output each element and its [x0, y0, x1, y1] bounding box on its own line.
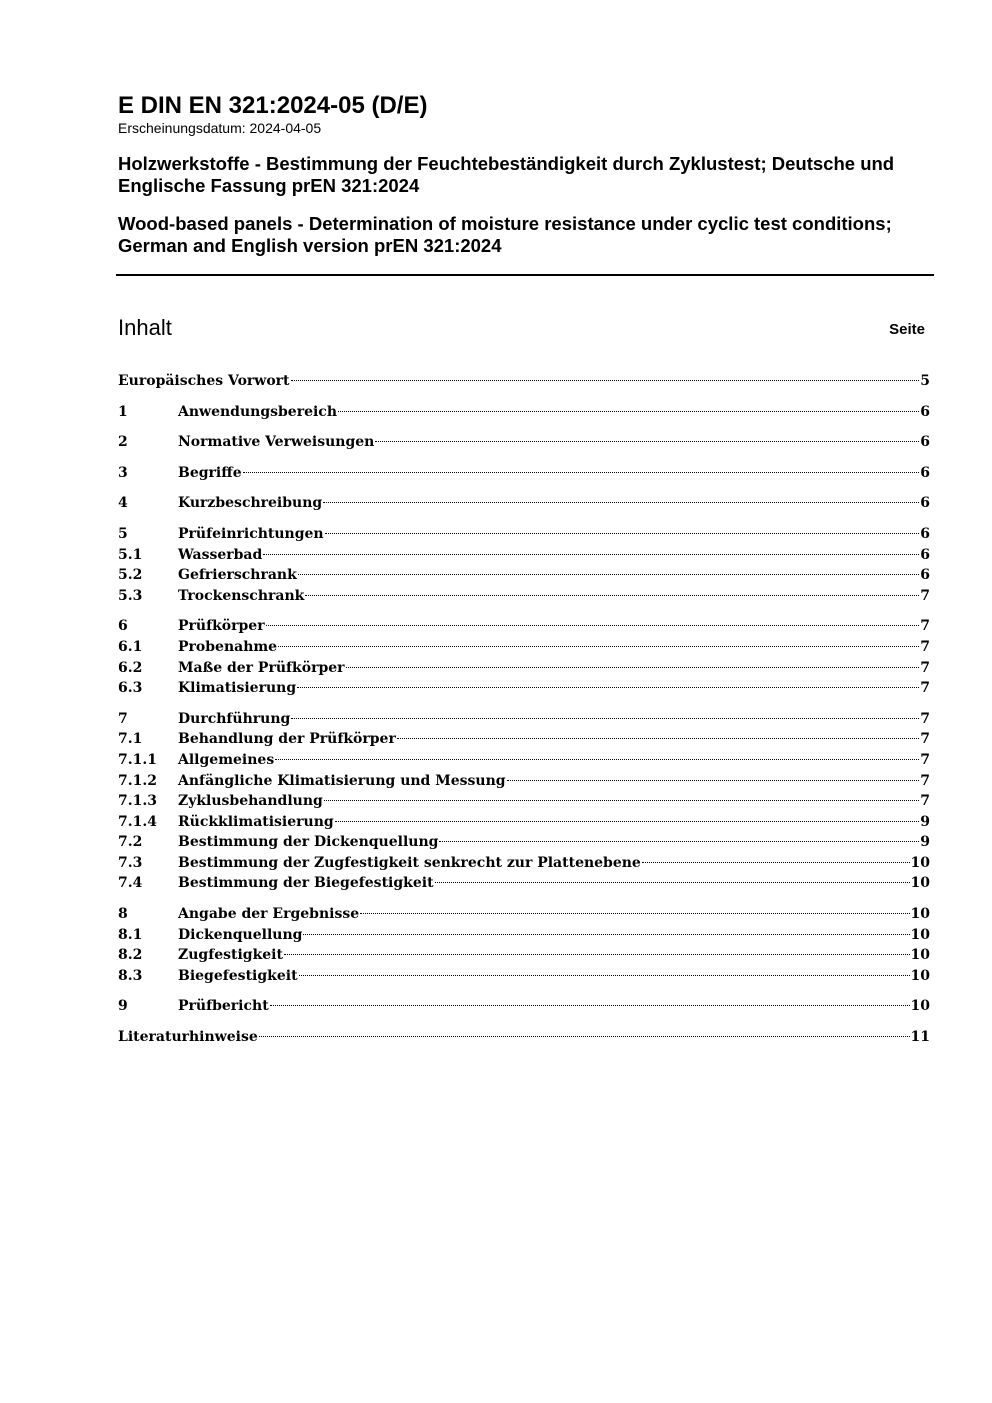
toc-entry-title: Wasserbad — [178, 546, 263, 563]
toc-entry-title: Prüfbericht — [178, 998, 269, 1015]
toc-dot-leader — [305, 595, 919, 596]
toc-dot-leader — [335, 821, 920, 822]
toc-entry[interactable] — [118, 1027, 930, 1048]
publication-date: Erscheinungsdatum: 2024-04-05 — [118, 120, 322, 136]
toc-dot-leader — [642, 862, 910, 863]
toc-entry-page: 7 — [920, 710, 930, 727]
toc-group — [118, 524, 930, 606]
toc-dot-leader — [338, 411, 919, 412]
toc-entry-page: 7 — [920, 618, 930, 635]
toc-entry-page: 7 — [920, 731, 930, 748]
contents-heading: Inhalt — [118, 315, 172, 340]
document-header — [118, 92, 934, 257]
toc-entry[interactable] — [118, 658, 930, 679]
toc-entry-page: 7 — [920, 659, 930, 676]
toc-entry[interactable] — [118, 565, 930, 586]
toc-entry-title: Normative Verweisungen — [178, 434, 375, 451]
toc-entry-page: 7 — [920, 772, 930, 789]
toc-entry-page: 10 — [910, 854, 930, 871]
table-of-contents — [118, 371, 930, 1058]
toc-entry[interactable] — [118, 771, 930, 792]
toc-entry[interactable] — [118, 616, 930, 637]
toc-entry-page: 9 — [920, 813, 930, 830]
toc-dot-leader — [259, 1036, 910, 1037]
toc-entry-number: 5.2 — [118, 567, 143, 584]
toc-entry-page: 7 — [920, 587, 930, 604]
toc-entry-number: 6.2 — [118, 659, 143, 676]
toc-entry-number: 8.1 — [118, 926, 143, 943]
title-german: Holzwerkstoffe - Bestimmung der Feuchtebeständigkeit durch Zyklustest; Deutsche und Englische Fassung prEN 321:2024 — [118, 153, 895, 196]
toc-entry[interactable] — [118, 545, 930, 566]
toc-dot-leader — [297, 687, 919, 688]
toc-entry-title: Rückklimatisierung — [178, 813, 334, 830]
toc-entry[interactable] — [118, 729, 930, 750]
toc-dot-leader — [270, 1005, 910, 1006]
toc-entry[interactable] — [118, 873, 930, 894]
toc-dot-leader — [439, 841, 919, 842]
toc-entry-number: 2 — [118, 434, 128, 451]
toc-entry-title: Europäisches Vorwort — [118, 373, 290, 389]
toc-entry[interactable] — [118, 678, 930, 699]
toc-entry-number: 5 — [118, 525, 128, 542]
toc-dot-leader — [303, 934, 909, 935]
toc-dot-leader — [325, 533, 920, 534]
toc-entry-page: 10 — [910, 967, 930, 984]
toc-entry-title: Prüfeinrichtungen — [178, 525, 324, 542]
toc-group — [118, 709, 930, 894]
toc-entry[interactable] — [118, 812, 930, 833]
toc-entry-number: 8.2 — [118, 947, 143, 964]
toc-entry-title: Bestimmung der Dickenquellung — [178, 834, 439, 851]
toc-entry[interactable] — [118, 853, 930, 874]
toc-entry-title: Bestimmung der Biegefestigkeit — [178, 875, 434, 892]
toc-entry[interactable] — [118, 791, 930, 812]
toc-entry-title: Anwendungsbereich — [178, 403, 337, 420]
toc-entry[interactable] — [118, 586, 930, 607]
toc-entry-title: Probenahme — [178, 638, 278, 655]
toc-entry-number: 5.1 — [118, 546, 143, 563]
toc-entry-number: 7.1.2 — [118, 772, 157, 789]
toc-entry[interactable] — [118, 996, 930, 1017]
toc-entry-page: 7 — [920, 638, 930, 655]
toc-entry-title: Behandlung der Prüfkörper — [178, 731, 396, 748]
toc-entry[interactable] — [118, 524, 930, 545]
toc-entry-page: 5 — [920, 373, 930, 389]
toc-dot-leader — [324, 800, 919, 801]
toc-entry-title: Angabe der Ergebnisse — [178, 906, 360, 923]
toc-entry[interactable] — [118, 709, 930, 730]
toc-entry-page: 7 — [920, 793, 930, 810]
toc-entry-title: Prüfkörper — [178, 618, 265, 635]
toc-dot-leader — [397, 738, 919, 739]
toc-group — [118, 493, 930, 514]
toc-entry-number: 5.3 — [118, 587, 143, 604]
toc-entry-number: 1 — [118, 403, 128, 420]
toc-group — [118, 432, 930, 453]
toc-entry[interactable] — [118, 832, 930, 853]
toc-entry[interactable] — [118, 966, 930, 987]
toc-entry-number: 7.3 — [118, 854, 143, 871]
toc-entry-page: 7 — [920, 680, 930, 697]
toc-dot-leader — [299, 975, 910, 976]
toc-entry-number: 6.1 — [118, 638, 143, 655]
toc-entry[interactable] — [118, 371, 930, 392]
toc-entry-number: 3 — [118, 464, 128, 481]
toc-entry-number: 6 — [118, 618, 128, 635]
document-id: E DIN EN 321:2024-05 (D/E) — [118, 92, 428, 119]
toc-entry-page: 10 — [910, 875, 930, 892]
toc-entry-number: 8 — [118, 906, 128, 923]
toc-entry-page: 6 — [920, 434, 930, 451]
toc-entry-page: 6 — [920, 403, 930, 420]
toc-group — [118, 616, 930, 698]
toc-entry-title: Biegefestigkeit — [178, 967, 298, 984]
toc-entry[interactable] — [118, 432, 930, 453]
toc-entry-title: Bestimmung der Zugfestigkeit senkrecht zur Plattenebene — [178, 854, 641, 871]
toc-dot-leader — [266, 625, 920, 626]
toc-entry-title: Klimatisierung — [178, 680, 297, 697]
title-english: Wood-based panels - Determination of moisture resistance under cyclic test conditions; German and English version prEN 321:2024 — [118, 213, 892, 256]
toc-dot-leader — [291, 718, 919, 719]
toc-entry-number: 7.1.3 — [118, 793, 157, 810]
toc-dot-leader — [284, 954, 910, 955]
toc-dot-leader — [435, 882, 910, 883]
toc-entry-title: Trockenschrank — [178, 587, 305, 604]
toc-entry-page: 10 — [910, 926, 930, 943]
toc-entry-number: 7.2 — [118, 834, 143, 851]
toc-entry-page: 7 — [920, 751, 930, 768]
toc-entry-title: Allgemeines — [178, 751, 275, 768]
toc-dot-leader — [323, 502, 919, 503]
toc-entry[interactable] — [118, 637, 930, 658]
page-column-label: Seite — [889, 321, 925, 338]
toc-entry[interactable] — [118, 945, 930, 966]
toc-entry[interactable] — [118, 750, 930, 771]
toc-dot-leader — [243, 472, 920, 473]
toc-entry-number: 8.3 — [118, 967, 143, 984]
header-divider — [116, 274, 934, 276]
toc-entry-title: Gefrierschrank — [178, 567, 297, 584]
toc-entry-page: 6 — [920, 546, 930, 563]
toc-group — [118, 904, 930, 986]
toc-entry-page: 6 — [920, 525, 930, 542]
toc-dot-leader — [507, 780, 920, 781]
toc-entry[interactable] — [118, 904, 930, 925]
toc-group — [118, 996, 930, 1017]
toc-entry-title: Kurzbeschreibung — [178, 495, 323, 512]
toc-entry-page: 11 — [910, 1029, 930, 1046]
toc-entry-title: Zugfestigkeit — [178, 947, 283, 964]
toc-entry[interactable] — [118, 402, 930, 423]
toc-dot-leader — [291, 380, 920, 381]
toc-dot-leader — [278, 646, 919, 647]
toc-entry-page: 10 — [910, 906, 930, 923]
toc-entry-title: Durchführung — [178, 710, 291, 727]
toc-entry-number: 4 — [118, 495, 128, 512]
toc-dot-leader — [375, 441, 919, 442]
toc-entry-number: 6.3 — [118, 680, 143, 697]
toc-entry[interactable] — [118, 925, 930, 946]
toc-group — [118, 371, 930, 392]
toc-group — [118, 463, 930, 484]
toc-dot-leader — [346, 667, 920, 668]
toc-entry-page: 10 — [910, 947, 930, 964]
toc-entry-title: Anfängliche Klimatisierung und Messung — [178, 772, 506, 789]
toc-dot-leader — [360, 913, 909, 914]
toc-entry[interactable] — [118, 493, 930, 514]
toc-entry-page: 6 — [920, 464, 930, 481]
toc-entry-title: Literaturhinweise — [118, 1029, 258, 1046]
toc-entry-title: Maße der Prüfkörper — [178, 659, 345, 676]
toc-entry-number: 7.4 — [118, 875, 143, 892]
toc-entry-page: 10 — [910, 998, 930, 1015]
toc-entry-title: Begriffe — [178, 464, 242, 481]
toc-entry-page: 6 — [920, 495, 930, 512]
toc-entry-number: 9 — [118, 998, 128, 1015]
toc-group — [118, 402, 930, 423]
toc-dot-leader — [275, 759, 919, 760]
toc-entry-number: 7 — [118, 710, 128, 727]
toc-entry-page: 9 — [920, 834, 930, 851]
toc-group — [118, 1027, 930, 1048]
toc-entry[interactable] — [118, 463, 930, 484]
toc-dot-leader — [298, 574, 919, 575]
toc-entry-number: 7.1.4 — [118, 813, 157, 830]
toc-entry-title: Zyklusbehandlung — [178, 793, 323, 810]
toc-dot-leader — [263, 554, 919, 555]
toc-entry-title: Dickenquellung — [178, 926, 303, 943]
toc-entry-number: 7.1 — [118, 731, 143, 748]
toc-entry-number: 7.1.1 — [118, 751, 157, 768]
toc-entry-page: 6 — [920, 567, 930, 584]
